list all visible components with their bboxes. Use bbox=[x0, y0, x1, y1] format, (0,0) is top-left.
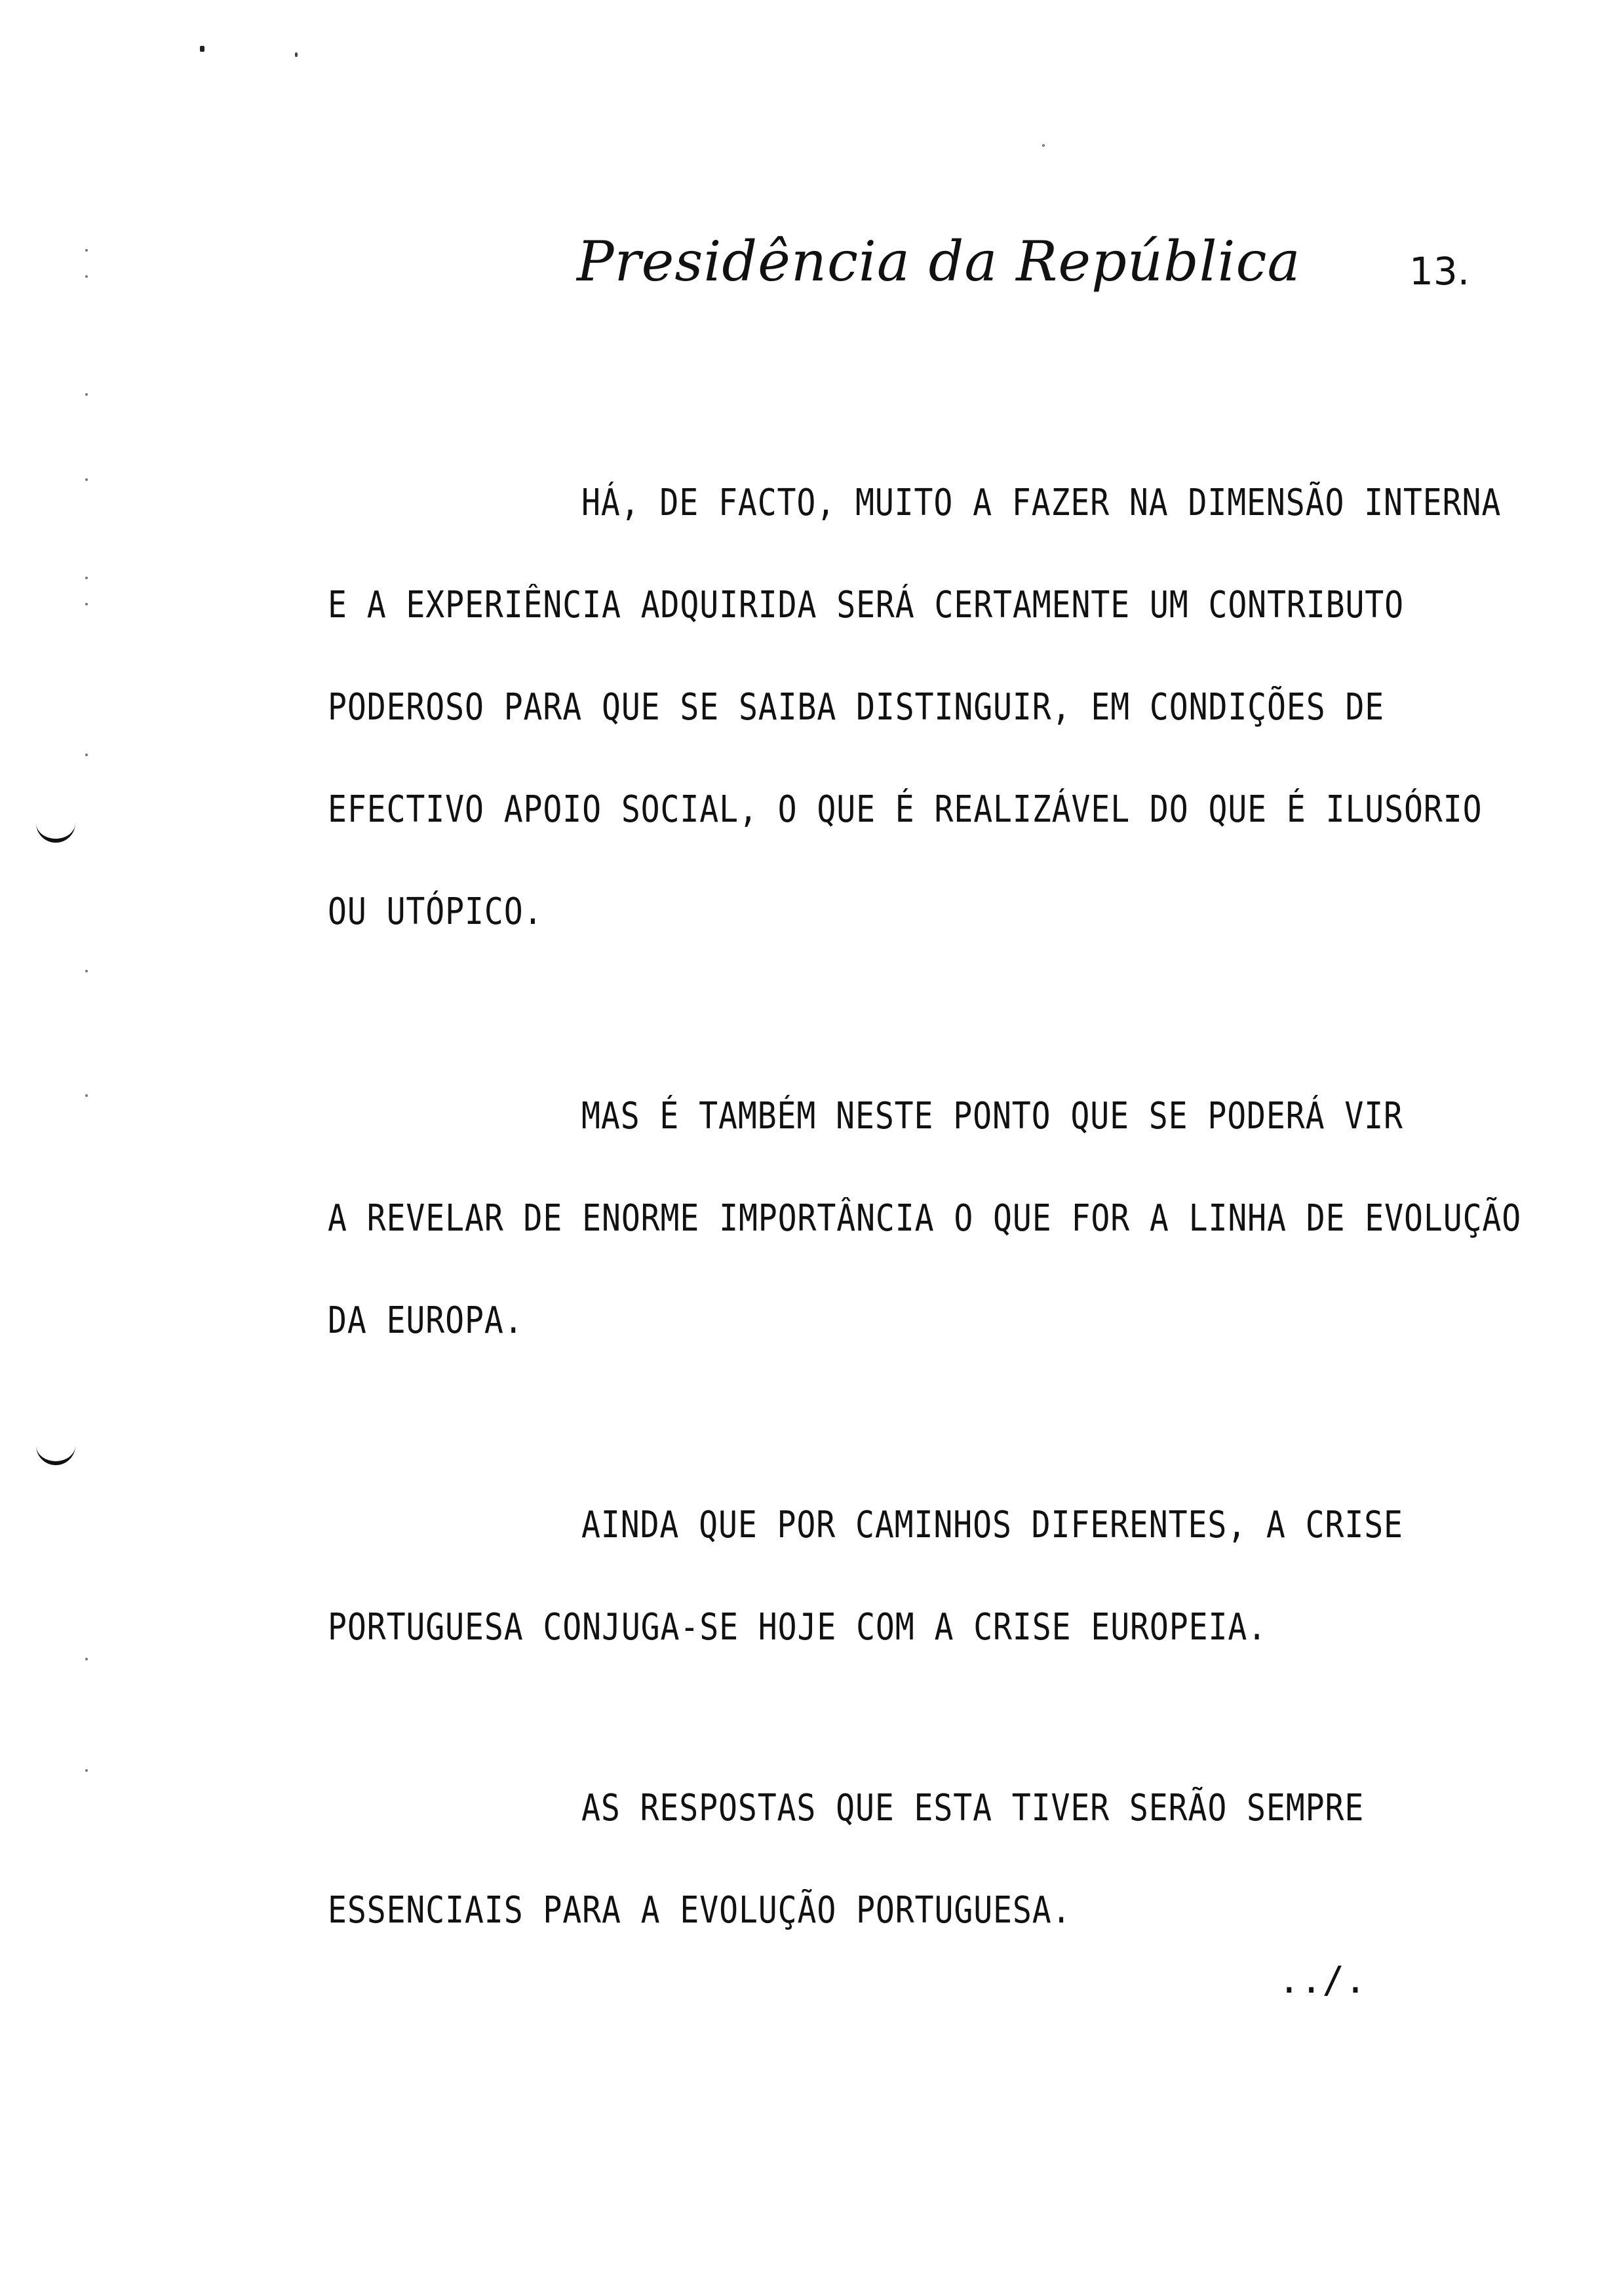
text-line: E A EXPERIÊNCIA ADQUIRIDA SERÁ CERTAMENTE UM CONTRIBUTO bbox=[328, 584, 1405, 626]
scan-artifact-curve bbox=[36, 819, 75, 843]
scan-artifact-curve bbox=[36, 1442, 75, 1465]
scan-speck bbox=[85, 249, 88, 252]
scan-speck bbox=[295, 52, 298, 57]
scan-speck bbox=[85, 1094, 88, 1097]
document-body bbox=[328, 452, 1573, 1962]
page-number: 13. bbox=[1409, 249, 1470, 294]
paragraph-2 bbox=[328, 1065, 1573, 1372]
text-line: DA EUROPA. bbox=[328, 1299, 524, 1342]
scan-speck bbox=[85, 603, 88, 605]
paragraph-spacer bbox=[328, 1372, 1573, 1474]
paragraph-spacer bbox=[328, 1679, 1573, 1757]
text-line: HÁ, DE FACTO, MUITO A FAZER NA DIMENSÃO INTERNA bbox=[581, 482, 1502, 524]
continuation-mark: ../. bbox=[1278, 1959, 1367, 2002]
text-line: AS RESPOSTAS QUE ESTA TIVER SERÃO SEMPRE bbox=[581, 1787, 1365, 1829]
scan-speck bbox=[85, 393, 88, 396]
scan-speck bbox=[85, 275, 88, 278]
text-line: EFECTIVO APOIO SOCIAL, O QUE É REALIZÁVEL DO QUE É ILUSÓRIO bbox=[328, 788, 1483, 831]
paragraph-4 bbox=[328, 1757, 1573, 1962]
scan-speck bbox=[85, 1769, 88, 1772]
scan-speck bbox=[85, 754, 88, 756]
text-line: ESSENCIAIS PARA A EVOLUÇÃO PORTUGUESA. bbox=[328, 1889, 1072, 1932]
paragraph-3 bbox=[328, 1474, 1573, 1679]
scan-speck bbox=[85, 478, 88, 481]
text-line: A REVELAR DE ENORME IMPORTÂNCIA O QUE FOR A LINHA DE EVOLUÇÃO bbox=[328, 1197, 1522, 1240]
text-line: AINDA QUE POR CAMINHOS DIFERENTES, A CRISE bbox=[581, 1504, 1403, 1546]
paragraph-spacer bbox=[328, 963, 1573, 1065]
letterhead-script: Presidência da República bbox=[577, 229, 1301, 294]
paragraph-1 bbox=[328, 452, 1573, 963]
text-line: PODEROSO PARA QUE SE SAIBA DISTINGUIR, EM CONDIÇÕES DE bbox=[328, 686, 1385, 729]
scan-speck bbox=[200, 46, 204, 52]
scan-speck bbox=[1042, 144, 1045, 147]
text-line: MAS É TAMBÉM NESTE PONTO QUE SE PODERÁ VIR bbox=[581, 1095, 1403, 1138]
text-line: OU UTÓPICO. bbox=[328, 890, 543, 933]
text-line: PORTUGUESA CONJUGA-SE HOJE COM A CRISE EUROPEIA. bbox=[328, 1606, 1268, 1649]
scan-speck bbox=[85, 577, 88, 579]
scan-speck bbox=[85, 1658, 88, 1660]
scan-speck bbox=[85, 970, 88, 972]
